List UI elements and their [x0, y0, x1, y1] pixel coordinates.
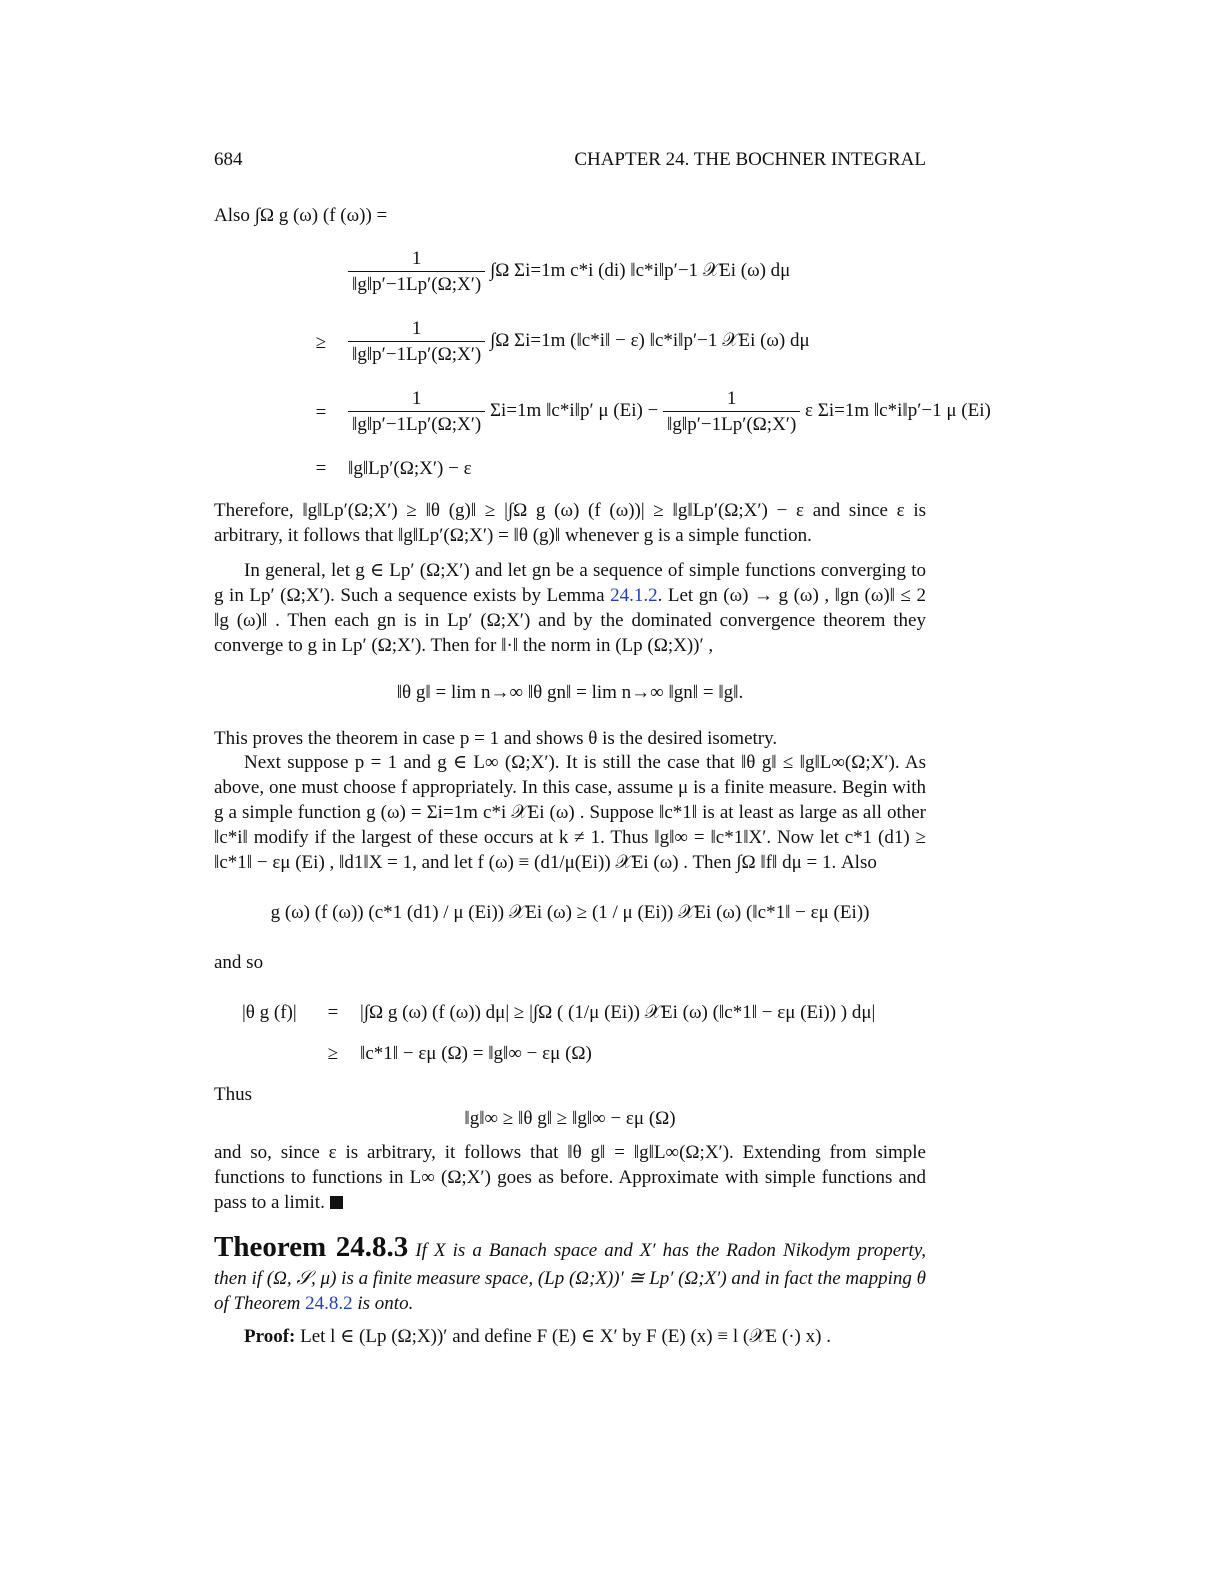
- proof-text: Let l ∈ (Lp (Ω;X))′ and define F (E) ∈ X′ by F (E) (x) ≡ l (𝒳E (·) x) .: [300, 1326, 831, 1347]
- therefore-paragraph: Therefore, ‖g‖Lp′(Ω;X′) ≥ ‖θ (g)‖ ≥ |∫Ω g (ω) (f (ω))| ≥ ‖g‖Lp′(Ω;X′) − ε and since ε is arbitrary, it follows that ‖g‖Lp′(Ω;X′) = ‖θ (g)‖ whenever g is a simple function.: [214, 500, 926, 547]
- running-header: [214, 147, 926, 173]
- theta-rhs-2: ‖c*1‖ − εμ (Ω) = ‖g‖∞ − εμ (Ω): [360, 1043, 592, 1064]
- general-paragraph: In general, let g ∈ Lp′ (Ω;X′) and let gn be a sequence of simple functions converging to g in Lp′ (Ω;X′). Such a sequence exists by Lemma 24.1.2. Let gn (ω) → g (ω) , ‖gn (ω)‖ ≤ 2 ‖g (ω)‖ . Then each gn is in Lp′ (Ω;X′) and by the dominated convergence theorem they converge to g in Lp′ (Ω;X′). Then for ‖·‖ the norm in (Lp (Ω;X))′ ,: [214, 560, 927, 657]
- proof-label: Proof:: [244, 1326, 296, 1347]
- proof-paragraph: [214, 1324, 926, 1349]
- equation-line-3-body-2: ε Σi=1m ‖c*i‖p′−1 μ (Ei): [805, 399, 991, 421]
- thus-line: Thus: [214, 1084, 252, 1105]
- limit-equation: ‖θ g‖ = lim n→∞ ‖θ gn‖ = lim n→∞ ‖gn‖ = ‖g‖.: [396, 682, 744, 703]
- and-so-line: and so: [214, 952, 264, 973]
- theorem-link[interactable]: 24.8.2: [305, 1293, 353, 1315]
- theta-rhs-1: |∫Ω g (ω) (f (ω)) dμ| ≥ |∫Ω ( (1/μ (Ei)) 𝒳Ei (ω) (‖c*1‖ − εμ (Ei)) ) dμ|: [360, 1002, 876, 1023]
- qed-square-icon: [330, 1196, 343, 1209]
- theorem-title: Theorem 24.8.3: [214, 1231, 409, 1263]
- equation-line-1-body: ∫Ω Σi=1m c*i (di) ‖c*i‖p′−1 𝒳Ei (ω) dμ: [489, 259, 791, 281]
- page-number: 684: [214, 149, 243, 170]
- theorem-block: Theorem 24.8.3 If X is a Banach space and X′ has the Radon Nikodym property, then if (Ω, 𝒮, μ) is a finite measure space, (Lp (Ω;X))′ ≅ Lp′ (Ω;X′) and in fact the mapping θ of Theorem 24.8.2 is onto.: [214, 1231, 926, 1315]
- theta-lhs: |θ g (f)|: [242, 1002, 297, 1023]
- equation-line-4: ‖g‖Lp′(Ω;X′) − ε: [348, 458, 472, 479]
- since-paragraph: and so, since ε is arbitrary, it follows that ‖θ g‖ = ‖g‖L∞(Ω;X′). Extending from simple functions to functions in L∞ (Ω;X′) goes as before. Approximate with simple functions and pass to a limit.: [214, 1142, 926, 1214]
- thus-equation: ‖g‖∞ ≥ ‖θ g‖ ≥ ‖g‖∞ − εμ (Ω): [464, 1108, 676, 1129]
- proves-line: This proves the theorem in case p = 1 and shows θ is the desired isometry.: [214, 728, 778, 749]
- chapter-title: CHAPTER 24. THE BOCHNER INTEGRAL: [574, 149, 926, 170]
- equation-line-2: $\frac{1}{‖g‖p'-1Lp'(\Omega;X')}$ ∫Ω Σi=1m (‖c*i‖ − ε) ‖c*i‖p′−1 𝒳Ei (ω) dμ: [348, 316, 810, 367]
- lemma-link[interactable]: 24.1.2: [610, 585, 658, 607]
- equation-line-1: $\frac{1}{‖g‖p'-1Lp'(\Omega;X')}$ ∫Ω Σi=1m c*i (di) ‖c*i‖p′−1 𝒳Ei (ω) dμ: [348, 246, 790, 297]
- equation-line-3-body-1: Σi=1m ‖c*i‖p′ μ (Ei) −: [489, 399, 659, 421]
- equation-line-2-body: ∫Ω Σi=1m (‖c*i‖ − ε) ‖c*i‖p′−1 𝒳Ei (ω) dμ: [489, 329, 810, 351]
- equation-line-3: $\frac{1}{‖g‖p'-1Lp'(\Omega;X')}$ Σi=1m ‖c*i‖p′ μ (Ei) − $\frac{1}{‖g‖p'-1Lp'(\Omega;X')}$ ε Σi=1m ‖c*i‖p′−1 μ (Ei): [348, 386, 991, 437]
- next-paragraph: Next suppose p = 1 and g ∈ L∞ (Ω;X′). It is still the case that ‖θ g‖ ≤ ‖g‖L∞(Ω;X′). As above, one must choose f appropriately. In this case, assume μ is a finite measure. Begin with g a simple function g (ω) = Σi=1m c*i 𝒳Ei (ω) . Suppose ‖c*1‖ is at least as large as all other ‖c*i‖ modify if the largest of these occurs at k ≠ 1. Thus ‖g‖∞ = ‖c*1‖X′. Now let c*1 (d1) ≥ ‖c*1‖ − εμ (Ei) , ‖d1‖X = 1, and let f (ω) ≡ (d1/μ(Ei)) 𝒳Ei (ω) . Then ∫Ω ‖f‖ dμ = 1. Also: [214, 752, 926, 874]
- inequality-display: g (ω) (f (ω)) (c*1 (d1) / μ (Ei)) 𝒳Ei (ω) ≥ (1 / μ (Ei)) 𝒳Ei (ω) (‖c*1‖ − εμ (Ei)): [270, 902, 870, 923]
- also-line: Also ∫Ω g (ω) (f (ω)) =: [214, 205, 388, 226]
